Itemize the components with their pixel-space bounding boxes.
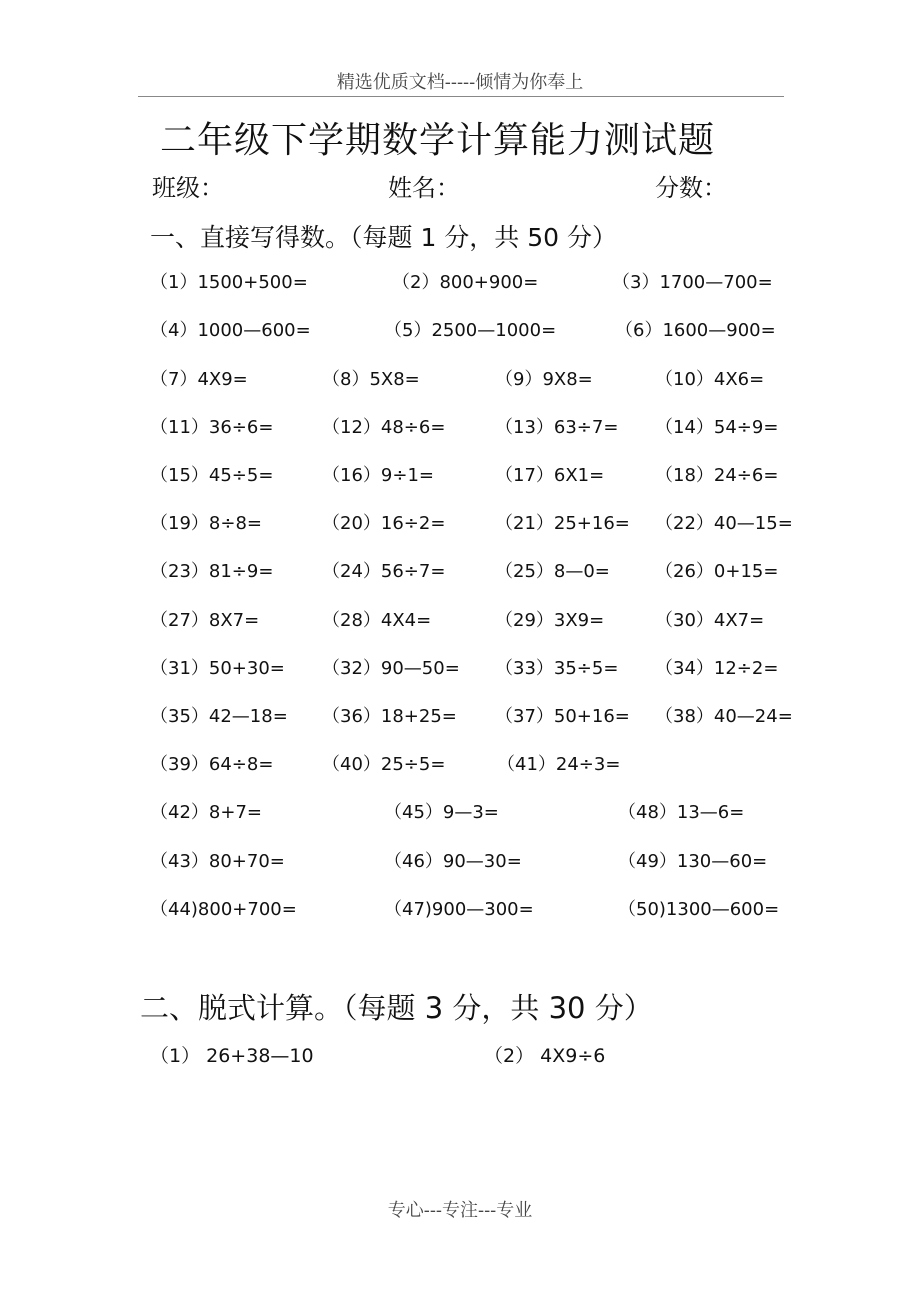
problem-item: （33）35÷5= <box>495 658 619 679</box>
problem-item: （37）50+16= <box>495 706 630 727</box>
problem-item: （16）9÷1= <box>322 465 434 486</box>
problem-row <box>0 365 920 395</box>
problem-row <box>0 750 920 780</box>
problem-item: （25）8—0= <box>495 561 610 582</box>
problem-item: （38）40—24= <box>655 706 793 727</box>
problem-item: （31）50+30= <box>150 658 285 679</box>
problem-item: （9）9X8= <box>495 369 593 390</box>
problem-item: （47)900—300= <box>384 899 534 920</box>
problem-item: （24）56÷7= <box>322 561 446 582</box>
problem-row <box>0 606 920 636</box>
problem-row <box>0 413 920 443</box>
problem-row <box>0 316 920 346</box>
problem-item: （26）0+15= <box>655 561 779 582</box>
problem-row <box>0 895 920 925</box>
problem-item: （44)800+700= <box>150 899 297 920</box>
problem-item: （43）80+70= <box>150 851 285 872</box>
problem-item: （20）16÷2= <box>322 513 446 534</box>
problem-row <box>0 268 920 298</box>
problem-item: （29）3X9= <box>495 610 605 631</box>
problem-item: （13）63÷7= <box>495 417 619 438</box>
page-footer: 专心---专注---专业 <box>387 1200 533 1221</box>
problem-item: （39）64÷8= <box>150 754 274 775</box>
problem-item: （10）4X6= <box>655 369 765 390</box>
problem-row <box>0 461 920 491</box>
problem-item: （32）90—50= <box>322 658 460 679</box>
problem-item: （30）4X7= <box>655 610 765 631</box>
problem-item: （46）90—30= <box>384 851 522 872</box>
problem-item: （28）4X4= <box>322 610 432 631</box>
problem-item: （8）5X8= <box>322 369 420 390</box>
problem-item: （4）1000—600= <box>150 320 311 341</box>
section1-heading: 一、直接写得数。（每题 1 分，共 50 分） <box>150 223 618 252</box>
problem-item: （48）13—6= <box>618 802 745 823</box>
problem-item: （40）25÷5= <box>322 754 446 775</box>
problem-item: （1）1500+500= <box>150 272 308 293</box>
problem-item: （21）25+16= <box>495 513 630 534</box>
problem-item: （42）8+7= <box>150 802 262 823</box>
problem-item: （34）12÷2= <box>655 658 779 679</box>
class-label: 班级： <box>152 174 224 202</box>
header-divider <box>138 96 784 97</box>
problem-item: （6）1600—900= <box>615 320 776 341</box>
page-header: 精选优质文档-----倾情为你奉上 <box>336 72 584 93</box>
problem-row <box>0 654 920 684</box>
problem-item: （7）4X9= <box>150 369 248 390</box>
section2-problem: （2） 4X9÷6 <box>484 1045 606 1067</box>
score-label: 分数： <box>655 174 727 202</box>
problem-item: （50)1300—600= <box>618 899 780 920</box>
section2-problem: （1） 26+38—10 <box>150 1045 314 1067</box>
problem-item: （35）42—18= <box>150 706 288 727</box>
problem-row <box>0 798 920 828</box>
problem-item: （23）81÷9= <box>150 561 274 582</box>
problem-item: （41）24÷3= <box>497 754 621 775</box>
problem-item: （12）48÷6= <box>322 417 446 438</box>
problem-item: （27）8X7= <box>150 610 260 631</box>
problem-item: （15）45÷5= <box>150 465 274 486</box>
page-title: 二年级下学期数学计算能力测试题 <box>160 120 716 161</box>
problem-item: （18）24÷6= <box>655 465 779 486</box>
problem-row <box>0 702 920 732</box>
section2-heading: 二、脱式计算。（每题 3 分，共 30 分） <box>140 991 653 1025</box>
problem-row <box>0 509 920 539</box>
problem-row <box>0 557 920 587</box>
problem-row <box>0 847 920 877</box>
problem-item: （45）9—3= <box>384 802 499 823</box>
problem-item: （3）1700—700= <box>612 272 773 293</box>
problem-item: （2）800+900= <box>392 272 539 293</box>
problem-item: （11）36÷6= <box>150 417 274 438</box>
problem-item: （49）130—60= <box>618 851 768 872</box>
name-label: 姓名： <box>388 174 460 202</box>
problem-item: （22）40—15= <box>655 513 793 534</box>
problem-item: （14）54÷9= <box>655 417 779 438</box>
problem-item: （19）8÷8= <box>150 513 262 534</box>
problem-item: （36）18+25= <box>322 706 457 727</box>
problem-item: （17）6X1= <box>495 465 605 486</box>
problem-item: （5）2500—1000= <box>384 320 557 341</box>
